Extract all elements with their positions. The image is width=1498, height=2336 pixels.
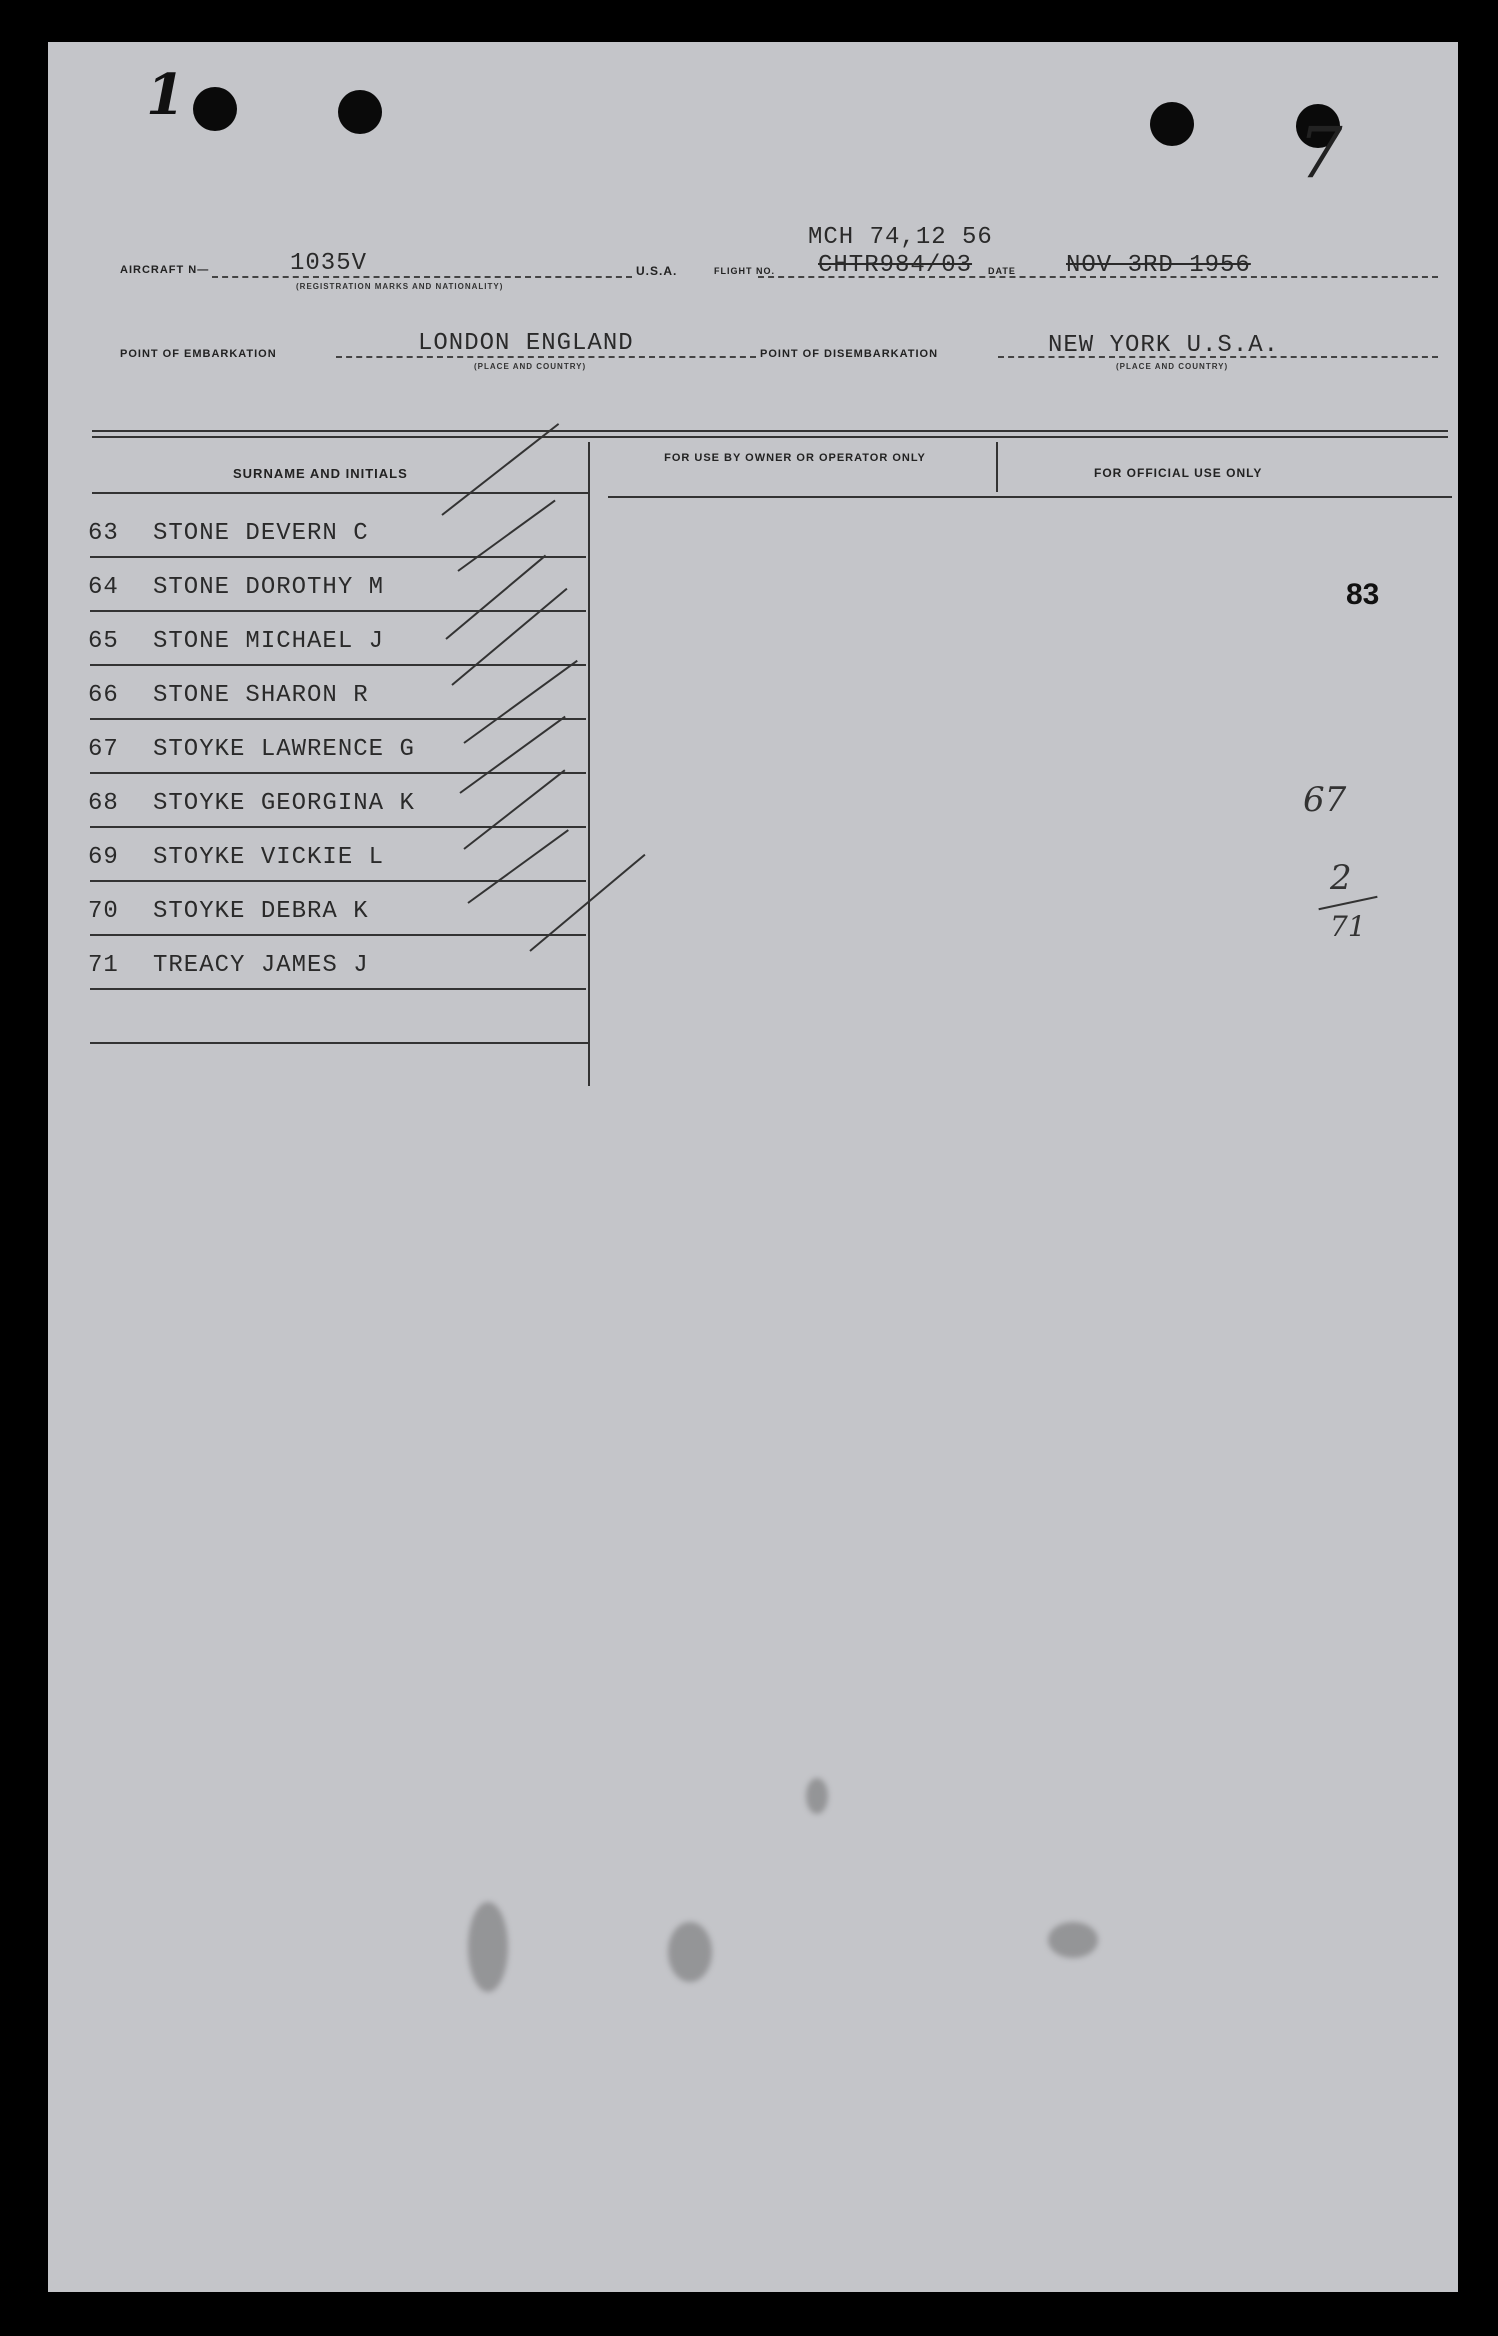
passenger-number: 66 [88, 682, 119, 709]
handwritten-count: 2 [1330, 858, 1352, 898]
passenger-row [48, 512, 588, 566]
passenger-row [48, 566, 588, 620]
flight-date-underline [758, 276, 1438, 278]
smudge [468, 1902, 508, 1992]
embark-sublabel: (PLACE AND COUNTRY) [474, 362, 587, 371]
disembark-sublabel: (PLACE AND COUNTRY) [1116, 362, 1229, 371]
aircraft-value: 1035V [290, 250, 368, 277]
passenger-number: 71 [88, 952, 119, 979]
passenger-number: 65 [88, 628, 119, 655]
passenger-row [48, 674, 588, 728]
passenger-name: STONE MICHAEL J [153, 628, 385, 655]
manifest-page [48, 42, 1458, 2292]
passenger-row [48, 782, 588, 836]
page-mark: 1 [146, 62, 185, 128]
aircraft-label: AIRCRAFT N— [120, 264, 210, 276]
passenger-name: STOYKE GEORGINA K [153, 790, 415, 817]
passenger-name: STOYKE VICKIE L [153, 844, 385, 871]
table-top-rule-1 [92, 430, 1448, 432]
row-underline [90, 718, 586, 720]
column-header-surname: SURNAME AND INITIALS [233, 466, 408, 481]
passenger-row [48, 836, 588, 890]
flight-label: FLIGHT NO. [714, 266, 775, 276]
flight-value: CHTR984/03 [818, 252, 973, 279]
passenger-name: STONE DEVERN C [153, 520, 369, 547]
passenger-name: STONE SHARON R [153, 682, 369, 709]
punch-hole-left-1 [193, 87, 237, 131]
row-underline [90, 772, 586, 774]
date-value: NOV 3RD 1956 [1066, 252, 1251, 279]
table-bottom-rule [90, 1042, 588, 1044]
disembark-underline [998, 356, 1438, 358]
smudge [668, 1922, 712, 1982]
passenger-row [48, 728, 588, 782]
embark-underline [336, 356, 756, 358]
header-bottom-rule-owner [608, 496, 996, 498]
column-divider-2 [996, 442, 998, 492]
row-underline [90, 934, 586, 936]
aircraft-underline [212, 276, 632, 278]
passenger-number: 64 [88, 574, 119, 601]
column-header-official: FOR OFFICIAL USE ONLY [1094, 466, 1263, 480]
embark-value: LONDON ENGLAND [418, 330, 634, 357]
passenger-number: 68 [88, 790, 119, 817]
row-underline [90, 880, 586, 882]
table-top-rule-2 [92, 436, 1448, 438]
corner-mark: 7 [1298, 112, 1343, 194]
handwritten-start-number: 67 [1303, 780, 1347, 820]
disembark-value: NEW YORK U.S.A. [1048, 332, 1280, 359]
passenger-name: STOYKE DEBRA K [153, 898, 369, 925]
passenger-name: STOYKE LAWRENCE G [153, 736, 415, 763]
passenger-name: STONE DOROTHY M [153, 574, 385, 601]
header-bottom-rule-official [996, 496, 1452, 498]
passenger-row [48, 944, 588, 998]
passenger-row [48, 890, 588, 944]
punch-hole-left-2 [338, 90, 382, 134]
embark-label: POINT OF EMBARKATION [120, 348, 277, 360]
country-label: U.S.A. [636, 264, 678, 278]
smudge [806, 1778, 828, 1814]
row-underline [90, 826, 586, 828]
passenger-number: 69 [88, 844, 119, 871]
row-underline [90, 988, 586, 990]
passenger-number: 70 [88, 898, 119, 925]
disembark-label: POINT OF DISEMBARKATION [760, 348, 939, 360]
column-header-owner: FOR USE BY OWNER OR OPERATOR ONLY [664, 452, 926, 464]
count-number: 83 [1346, 578, 1380, 611]
row-underline [90, 556, 586, 558]
punch-hole-right-1 [1150, 102, 1194, 146]
column-divider-1 [588, 442, 590, 1086]
date-label: DATE [988, 266, 1016, 276]
passenger-row [48, 620, 588, 674]
handwritten-end-number: 71 [1330, 910, 1366, 943]
row-underline [90, 664, 586, 666]
passenger-name: TREACY JAMES J [153, 952, 369, 979]
entry-stamp: MCH 74,12 56 [808, 224, 993, 251]
row-underline [90, 610, 586, 612]
smudge [1048, 1922, 1098, 1958]
aircraft-sublabel: (REGISTRATION MARKS AND NATIONALITY) [296, 282, 504, 291]
header-bottom-rule-surname [92, 492, 588, 494]
passenger-number: 67 [88, 736, 119, 763]
passenger-number: 63 [88, 520, 119, 547]
